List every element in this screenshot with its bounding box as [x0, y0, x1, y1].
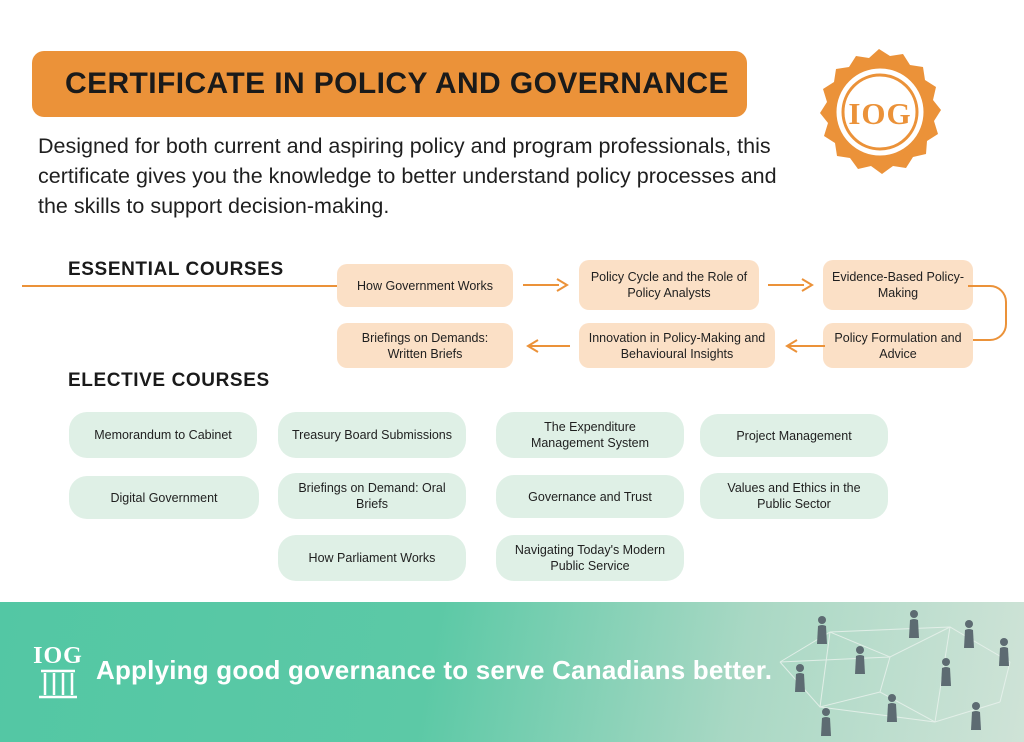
elective-course-box-1: Memorandum to Cabinet	[69, 412, 257, 458]
elective-course-box-6: Briefings on Demand: Oral Briefs	[278, 473, 466, 519]
elective-course-box-7: Governance and Trust	[496, 475, 684, 518]
elective-course-box-10: Navigating Today's Modern Public Service	[496, 535, 684, 581]
arrow-left-icon-2	[526, 339, 562, 353]
essential-course-box-1: How Government Works	[337, 264, 513, 307]
certificate-title-banner	[32, 51, 747, 117]
elective-course-box-5: Digital Government	[69, 476, 259, 519]
footer-iog-logo-icon	[33, 637, 83, 701]
page-title: CERTIFICATE IN POLICY AND GOVERNANCE	[65, 67, 729, 100]
flow-connector-wrap	[968, 283, 1014, 345]
footer-tagline: Applying good governance to serve Canadians better.	[96, 655, 773, 685]
elective-course-box-3: The Expenditure Management System	[496, 412, 684, 458]
arrow-left-icon-1	[785, 339, 821, 353]
arrow-right-icon-1	[523, 278, 559, 292]
iog-seal-icon	[793, 47, 965, 207]
essential-course-box-4: Policy Formulation and Advice	[823, 323, 973, 368]
essential-course-box-2: Policy Cycle and the Role of Policy Analysts	[579, 260, 759, 310]
intro-paragraph: Designed for both current and aspiring policy and program professionals, this certificate gives you the knowledge to better understand policy processes and the skills to support decision-making.	[38, 134, 777, 218]
elective-course-box-4: Project Management	[700, 414, 888, 457]
essential-course-box-3: Evidence-Based Policy-Making	[823, 260, 973, 310]
elective-course-box-8: Values and Ethics in the Public Sector	[700, 473, 888, 519]
people-network-illustration	[760, 602, 1024, 742]
elective-courses-heading: ELECTIVE COURSES	[68, 370, 270, 391]
essential-course-box-5: Innovation in Policy-Making and Behavioural Insights	[579, 323, 775, 368]
elective-course-box-2: Treasury Board Submissions	[278, 412, 466, 458]
essential-courses-heading: ESSENTIAL COURSES	[68, 259, 284, 280]
elective-course-box-9: How Parliament Works	[278, 535, 466, 581]
svg-text:IOG: IOG	[848, 96, 912, 131]
flow-line-lead	[22, 285, 337, 287]
svg-text:IOG: IOG	[33, 643, 83, 669]
essential-course-box-6: Briefings on Demands: Written Briefs	[337, 323, 513, 368]
arrow-right-icon-2	[768, 278, 804, 292]
